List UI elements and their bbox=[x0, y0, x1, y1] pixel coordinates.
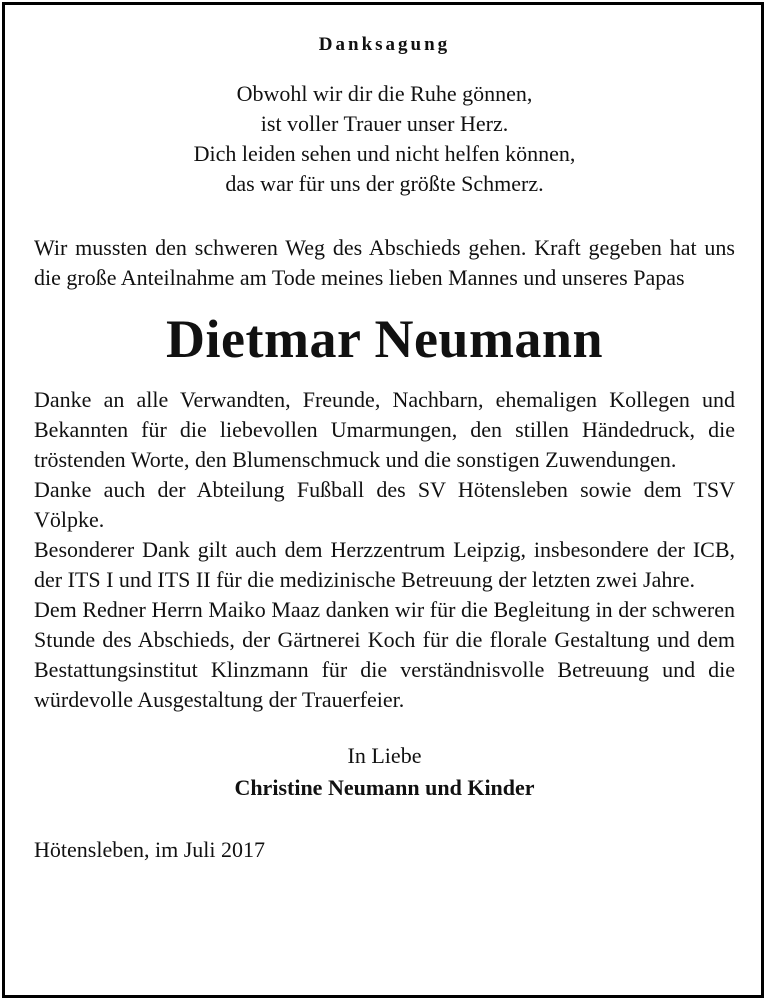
poem-line: ist voller Trauer unser Herz. bbox=[260, 111, 509, 136]
thanks-paragraph: Danke an alle Verwandten, Freunde, Nachbarn, ehemaligen Kollegen und Bekannten für die liebevollen Umarmungen, den stillen Händedruck, die tröstenden Worte, den Blumenschmuck und die sonstigen Zuwendungen. bbox=[34, 387, 735, 472]
obituary-notice bbox=[2, 2, 764, 998]
thanks-paragraph: Besonderer Dank gilt auch dem Herzzentrum Leipzig, insbesondere der ICB, der ITS I und ITS II für die medizinische Betreuung der letzten zwei Jahre. bbox=[34, 537, 735, 592]
signature: Christine Neumann und Kinder bbox=[234, 775, 535, 800]
poem bbox=[34, 79, 735, 199]
poem-line: das war für uns der größte Schmerz. bbox=[225, 171, 544, 196]
intro-paragraph: Wir mussten den schweren Weg des Abschieds gehen. Kraft gegeben hat uns die große Anteilnahme am Tode meines lieben Mannes und unseres Papas bbox=[34, 235, 735, 290]
place-date: Hötensleben, im Juli 2017 bbox=[34, 837, 265, 862]
thanks-paragraph: Danke auch der Abteilung Fußball des SV Hötensleben sowie dem TSV Völpke. bbox=[34, 477, 735, 532]
poem-line: Dich leiden sehen und nicht helfen können, bbox=[193, 141, 576, 166]
signoff: In Liebe bbox=[347, 743, 422, 768]
poem-line: Obwohl wir dir die Ruhe gönnen, bbox=[236, 81, 533, 106]
deceased-name: Dietmar Neumann bbox=[166, 309, 603, 369]
notice-heading: Danksagung bbox=[318, 34, 451, 55]
thanks-paragraph: Dem Redner Herrn Maiko Maaz danken wir für die Begleitung in der schweren Stunde des Abschieds, der Gärtnerei Koch für die florale Gestaltung und dem Bestattungsinstitut Klinzmann für die verständnisvolle Betreuung und die würdevolle Ausgestaltung der Trauerfeier. bbox=[34, 597, 735, 712]
